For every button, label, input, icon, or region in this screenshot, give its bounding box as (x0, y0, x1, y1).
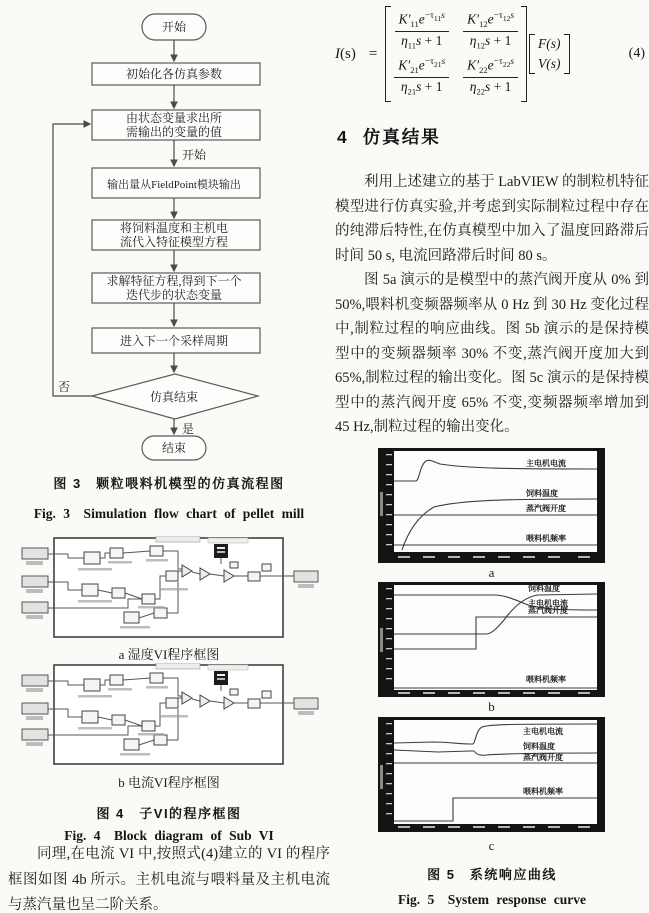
section-title: 仿真结果 (362, 127, 441, 147)
vector-v: V(s) (538, 56, 561, 71)
matrix-bracket-left (385, 6, 391, 102)
matrix-cell-21: $\frac{K'_{21}e^{-\tau_{21}s}}{\eta_{21}s + 1}$ (394, 57, 449, 97)
flow-arrow-label: 开始 (182, 148, 207, 162)
figure4b-caption: b 电流VI程序框图 (118, 775, 220, 790)
label-steam-valve: 蒸汽阀开度 (528, 606, 568, 615)
chart-plot-area (394, 720, 597, 824)
figure3-flowchart (8, 0, 330, 468)
figure5-caption-zh: 图 5 系统响应曲线 (427, 867, 557, 882)
figure5-caption-en: Fig. 5 System response curve (398, 892, 586, 907)
flow-solve-label-1: 求解特征方程,得到下一个 (106, 274, 242, 288)
flow-no-label: 否 (58, 380, 71, 394)
figure3-caption-en: Fig. 3 Simulation flow chart of pellet mill (33, 506, 305, 521)
flow-next-label: 进入下一个采样周期 (119, 334, 229, 348)
figure4a-labview-diagram (8, 536, 330, 640)
figure5b-letter: b (488, 699, 495, 714)
figure5c-letter: c (488, 838, 495, 853)
flow-decision-label: 仿真结束 (149, 390, 199, 404)
figure4-caption-en: Fig. 4 Block diagram of Sub VI (64, 828, 274, 843)
flow-loop-arrow (53, 124, 92, 396)
flow-subst-label-1: 将饲料温度和主机电 (119, 221, 229, 235)
figure5a-letter: a (488, 565, 495, 580)
vector-bracket-right (564, 34, 570, 74)
figure3-caption-zh: 图 3 颗粒喂料机模型的仿真流程图 (53, 476, 285, 491)
label-feed-temperature: 饲料温度 (523, 742, 555, 751)
figure4-caption-zh: 图 4 子VI的程序框图 (96, 806, 242, 821)
input-vector (538, 36, 561, 72)
flow-end-label: 结束 (161, 441, 187, 455)
matrix-cell-12: $\frac{K'_{12}e^{-\tau_{12}s}}{\eta_{12}s + 1}$ (463, 11, 518, 51)
label-feeder-frequency: 喂料机频率 (523, 787, 563, 796)
transfer-matrix (394, 11, 518, 98)
flow-solve-label-2: 迭代步的状态变量 (125, 288, 223, 302)
vector-f: F(s) (538, 36, 561, 51)
label-motor-current: 主电机电流 (528, 599, 568, 608)
flow-init-label: 初始化各仿真参数 (125, 67, 223, 81)
matrix-bracket-right (521, 6, 527, 102)
equation-equals: = (368, 45, 378, 62)
flow-state-label-1: 由状态变量求出所 (125, 111, 223, 125)
paragraph-text: 图 5a 演示的是模型中的蒸汽阀开度从 0% 到 50%,喂料机变频器频率从 0 Hz 到 30 Hz 变化过程中,制粒过程的响应曲线。图 5b 演示的是保持模型中的变频器频率 30% 不变,蒸汽阀开度加大到 65%,制粒过程的输出变化。图 5c 演示的是保持模型中的蒸汽阀开度 65% 不变,变频器频率增加到 45 Hz,制粒过程的输出变化。 (335, 272, 649, 435)
section-heading (337, 124, 649, 149)
figure4a-caption: a 湿度VI程序框图 (118, 647, 220, 662)
label-feeder-frequency: 喂料机频率 (526, 675, 566, 684)
figure4b-labview-diagram (8, 663, 330, 767)
paragraph-text: 利用上述建立的基于 LabVIEW 的制粒机特征模型进行仿真实验,并考虑到实际制粒过程中存在的纯滞后特性,在仿真模型中加入了温度回路滞后时间 50 s, 电流回路滞后时间 80 s。 (335, 174, 649, 264)
left-column-paragraph (8, 842, 330, 913)
label-feed-temperature: 饲料温度 (528, 584, 560, 593)
figure5-chart-c (378, 717, 605, 832)
label-feeder-frequency: 喂料机频率 (526, 534, 566, 543)
label-feed-temperature: 饲料温度 (526, 489, 558, 498)
flow-output-label: 输出量从FieldPoint模块输出 (107, 179, 241, 191)
figure5-chart-b (378, 582, 605, 697)
label-steam-valve: 蒸汽阀开度 (526, 504, 566, 513)
section-number: 4 (337, 127, 347, 147)
flow-start-label: 开始 (161, 20, 187, 34)
labview-input-terminals (22, 548, 48, 619)
flow-yes-label: 是 (182, 422, 195, 436)
matrix-cell-11: $\frac{K'_{11}e^{-\tau_{11}s}}{\eta_{11}s + 1}$ (394, 11, 449, 51)
vector-bracket-left (529, 34, 535, 74)
paragraph-text: 同理,在电流 VI 中,按照式(4)建立的 VI 的程序框图如图 4b 所示。主机电流与喂料量及主机电流与蒸汽量也呈二阶关系。 (8, 846, 330, 913)
right-column-paragraphs (335, 170, 649, 440)
matrix-cell-22: $\frac{K'_{22}e^{-\tau_{22}s}}{\eta_{22}s + 1}$ (463, 57, 518, 97)
chart-plot-area (394, 451, 597, 552)
equation-number: (4) (628, 46, 645, 61)
equation-4 (335, 6, 649, 102)
equation-lhs: I(s) (335, 45, 356, 62)
labview-output-terminal (294, 571, 318, 588)
flow-subst-label-2: 流代入特征模型方程 (119, 235, 229, 249)
label-motor-current: 主电机电流 (523, 727, 563, 736)
label-motor-current: 主电机电流 (526, 459, 566, 468)
flow-state-label-2: 需输出的变量的值 (125, 125, 223, 139)
label-steam-valve: 蒸汽阀开度 (523, 753, 563, 762)
figure5-chart-a (378, 448, 605, 563)
